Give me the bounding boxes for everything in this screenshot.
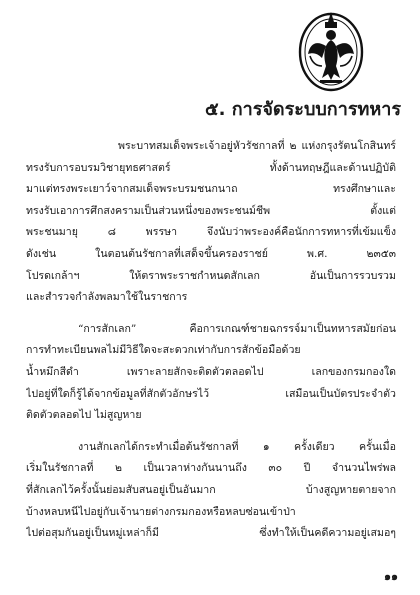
text-line: มาแต่ทรงพระเยาว์จากสมเด็จพระบรมชนกนาถ ทรงศึกษาและ <box>26 183 396 196</box>
section-title: ๕. การจัดระบบการทหาร <box>204 99 401 120</box>
text-line: ทรงรับเอาการศึกสงครามเป็นส่วนหนึ่งของพระชนม์ชีพ ตั้งแต่ <box>26 204 396 217</box>
text-line: ทรงรับการอบรมวิชายุทธศาสตร์ ทั้งด้านทฤษฎีและด้านปฏิบัติ <box>26 161 396 174</box>
text-line: ดังเช่น ในตอนต้นรัชกาลที่เสด็จขึ้นครองราชย์ พ.ศ. ๒๓๕๓ <box>26 247 396 260</box>
text-line: และสำรวจกำลังพลมาใช้ในราชการ <box>26 291 188 304</box>
paragraph-3 <box>26 437 396 545</box>
text-line: พระบาทสมเด็จพระเจ้าอยู่หัวรัชกาลที่ ๒ แห่งกรุงรัตนโกสินทร์ <box>118 140 396 152</box>
body-text <box>26 136 396 545</box>
text-line: “การสักเลก” คือการเกณฑ์ชายฉกรรจ์มาเป็นทหารสมัยก่อน <box>78 322 396 335</box>
paragraph-1 <box>26 136 396 309</box>
text-line: เริ่มในรัชกาลที่ ๒ เป็นเวลาห่างกันนานถึง ๓๐ ปี จำนวนไพร่พล <box>26 462 396 475</box>
text-line: ที่สักเลกไว้ครั้งนั้นย่อมสับสนอยู่เป็นอันมาก บ้างสูญหายตายจาก <box>26 483 396 496</box>
text-line: น้ำหมึกสีดำ เพราะลายสักจะติดตัวตลอดไป เลกของกรมกองใด <box>26 365 396 378</box>
text-line: ไปต่อสุมกันอยู่เป็นหมู่เหล่าก็มี ซึ่งทำให้เป็นคดีความอยู่เสมอๆ <box>26 527 396 540</box>
text-line: บ้างหลบหนีไปอยู่กับเจ้านายต่างกรมกองหรือหลบซ่อนเข้าป่า <box>26 505 296 518</box>
text-line: การทำทะเบียนพลไม่มีวิธีใดจะสะดวกเท่ากับการสักข้อมือด้วย <box>26 344 301 357</box>
text-line: ไปอยู่ที่ใดก็รู้ได้จากข้อมูลที่สักตัวอักษรไว้ เสมือนเป็นบัตรประจำตัว <box>26 387 396 400</box>
text-line: งานสักเลกได้กระทำเมื่อต้นรัชกาลที่ ๑ ครั้งเดียว ครั้นเมื่อ <box>78 440 396 453</box>
text-line: ติดตัวตลอดไป ไม่สูญหาย <box>26 409 142 422</box>
text-line: โปรดเกล้าฯ ให้ตราพระราชกำหนดสักเลก อันเป็นการรวบรวม <box>26 269 396 282</box>
page-number: ๑๑ <box>384 570 398 583</box>
paragraph-2 <box>26 319 396 427</box>
royal-emblem-icon <box>298 8 364 92</box>
text-line: พระชนมายุ ๘ พรรษา จึงนับว่าพระองค์คือนักการทหารที่เข้มแข็ง <box>26 226 396 239</box>
